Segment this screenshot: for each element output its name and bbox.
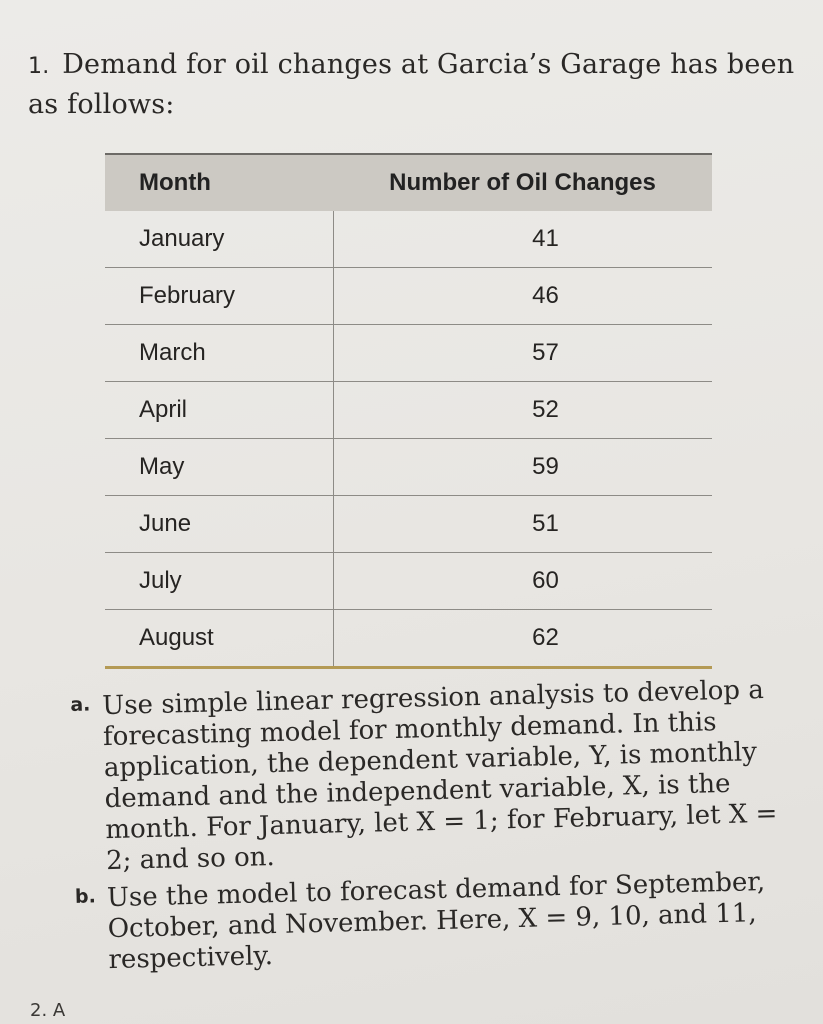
oil-changes-cell-wrap	[333, 496, 712, 552]
month-cell: March	[139, 339, 206, 366]
month-cell: May	[139, 453, 185, 480]
table-header-row	[105, 155, 712, 211]
oil-changes-cell: 60	[532, 567, 559, 594]
next-question-number: 2. A	[30, 1000, 66, 1021]
table-row	[105, 268, 712, 325]
oil-changes-cell: 51	[532, 510, 559, 537]
month-cell: June	[139, 510, 192, 537]
table-row	[105, 325, 712, 382]
question-text: Demand for oil changes at Garcia’s Garage has been as follows:	[28, 49, 795, 120]
part-a	[68, 674, 792, 878]
oil-changes-cell-wrap	[333, 325, 712, 381]
oil-changes-cell: 52	[532, 396, 559, 423]
part-b-label: b.	[74, 885, 97, 908]
part-b-text: Use the model to forecast demand for September, October, and November. Here, X = 9, 10, and 11, respectively.	[106, 867, 766, 976]
oil-changes-cell: 62	[532, 624, 559, 651]
table-row	[105, 496, 712, 553]
header-month: Month	[139, 169, 211, 196]
part-a-label: a.	[70, 693, 91, 716]
oil-changes-cell-wrap	[333, 211, 712, 267]
part-a-text: Use simple linear regression analysis to develop a forecasting model for monthly demand. In this application, the dependent variable, Y, is monthly demand and the independent variable, X, is the month. For January, let X = 1; for February, let X = 2; and so on.	[101, 675, 778, 877]
month-cell: July	[139, 567, 182, 594]
oil-changes-cell-wrap	[333, 382, 712, 438]
oil-changes-table	[105, 153, 712, 669]
oil-changes-cell-wrap	[333, 553, 712, 609]
oil-changes-cell: 41	[532, 225, 559, 252]
header-oil-changes: Number of Oil Changes	[389, 169, 656, 196]
oil-changes-cell: 46	[532, 282, 559, 309]
question-parts	[68, 674, 795, 983]
table-body	[105, 211, 712, 669]
oil-changes-cell-wrap	[333, 439, 712, 495]
oil-changes-cell: 57	[532, 339, 559, 366]
part-b	[73, 866, 795, 977]
oil-changes-cell-wrap	[333, 268, 712, 324]
table-row	[105, 553, 712, 610]
month-cell: August	[139, 624, 214, 651]
table-row	[105, 439, 712, 496]
month-cell: April	[139, 396, 188, 423]
month-cell: January	[139, 225, 225, 252]
oil-changes-cell: 59	[532, 453, 559, 480]
table-row	[105, 610, 712, 669]
table-row	[105, 382, 712, 439]
question-heading	[28, 46, 798, 124]
oil-changes-cell-wrap	[333, 610, 712, 666]
month-cell: February	[139, 282, 236, 309]
question-number: 1.	[28, 54, 50, 79]
table-row	[105, 211, 712, 268]
